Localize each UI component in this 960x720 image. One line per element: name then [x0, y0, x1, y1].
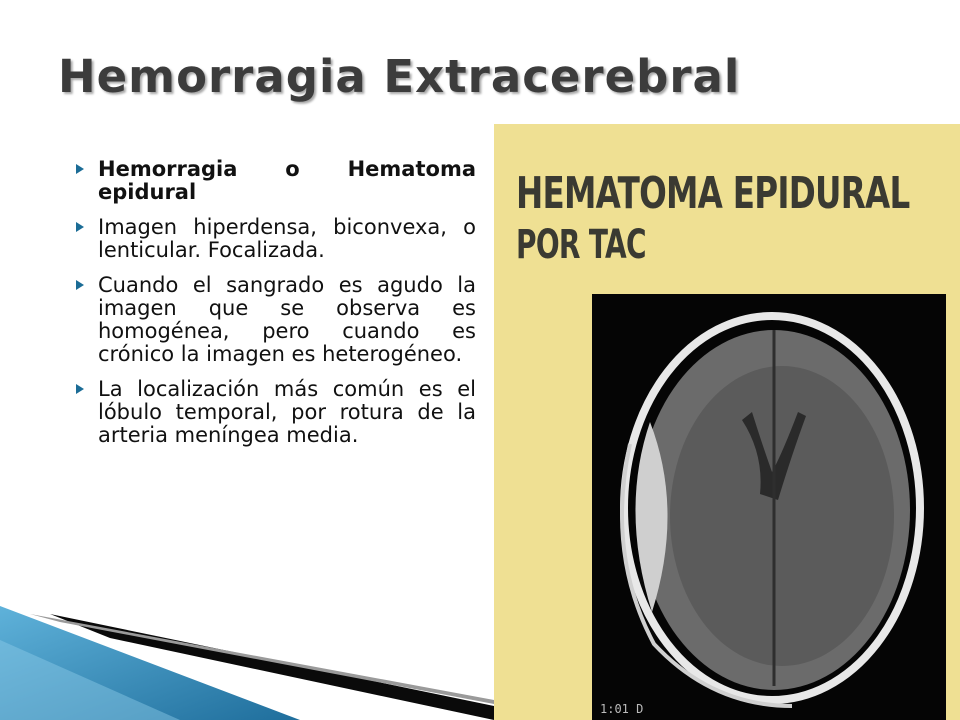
bullet-text: Imagen hiperdensa, biconvexa, o lenticular. Focalizada. [98, 215, 476, 262]
bullet-text: La localización más común es el lóbulo temporal, por rotura de la arteria meníngea media. [98, 377, 476, 447]
brain-shading [670, 366, 894, 666]
bullet-item [74, 216, 476, 262]
bullet-item [74, 378, 476, 447]
image-caption-subtitle: POR TAC [516, 222, 646, 268]
brain-ct-illustration [592, 294, 946, 720]
bullet-text: Hemorragia o Hematoma epidural [98, 157, 476, 204]
image-caption-title: HEMATOMA EPIDURAL [516, 168, 910, 219]
bullet-item [74, 158, 476, 204]
ct-scan-panel [592, 294, 946, 720]
triangle-bullet-icon [76, 222, 84, 232]
ct-scan-image [494, 124, 960, 720]
scan-label: 1:01 D [600, 702, 644, 716]
bullet-item [74, 274, 476, 366]
bullet-text: Cuando el sangrado es agudo la imagen que se observa es homogénea, pero cuando es crónico la imagen es heterogéneo. [98, 273, 476, 366]
triangle-bullet-icon [76, 384, 84, 394]
bullet-list [74, 158, 476, 459]
triangle-bullet-icon [76, 280, 84, 290]
slide-title: Hemorragia Extracerebral [58, 50, 741, 103]
triangle-bullet-icon [76, 164, 84, 174]
